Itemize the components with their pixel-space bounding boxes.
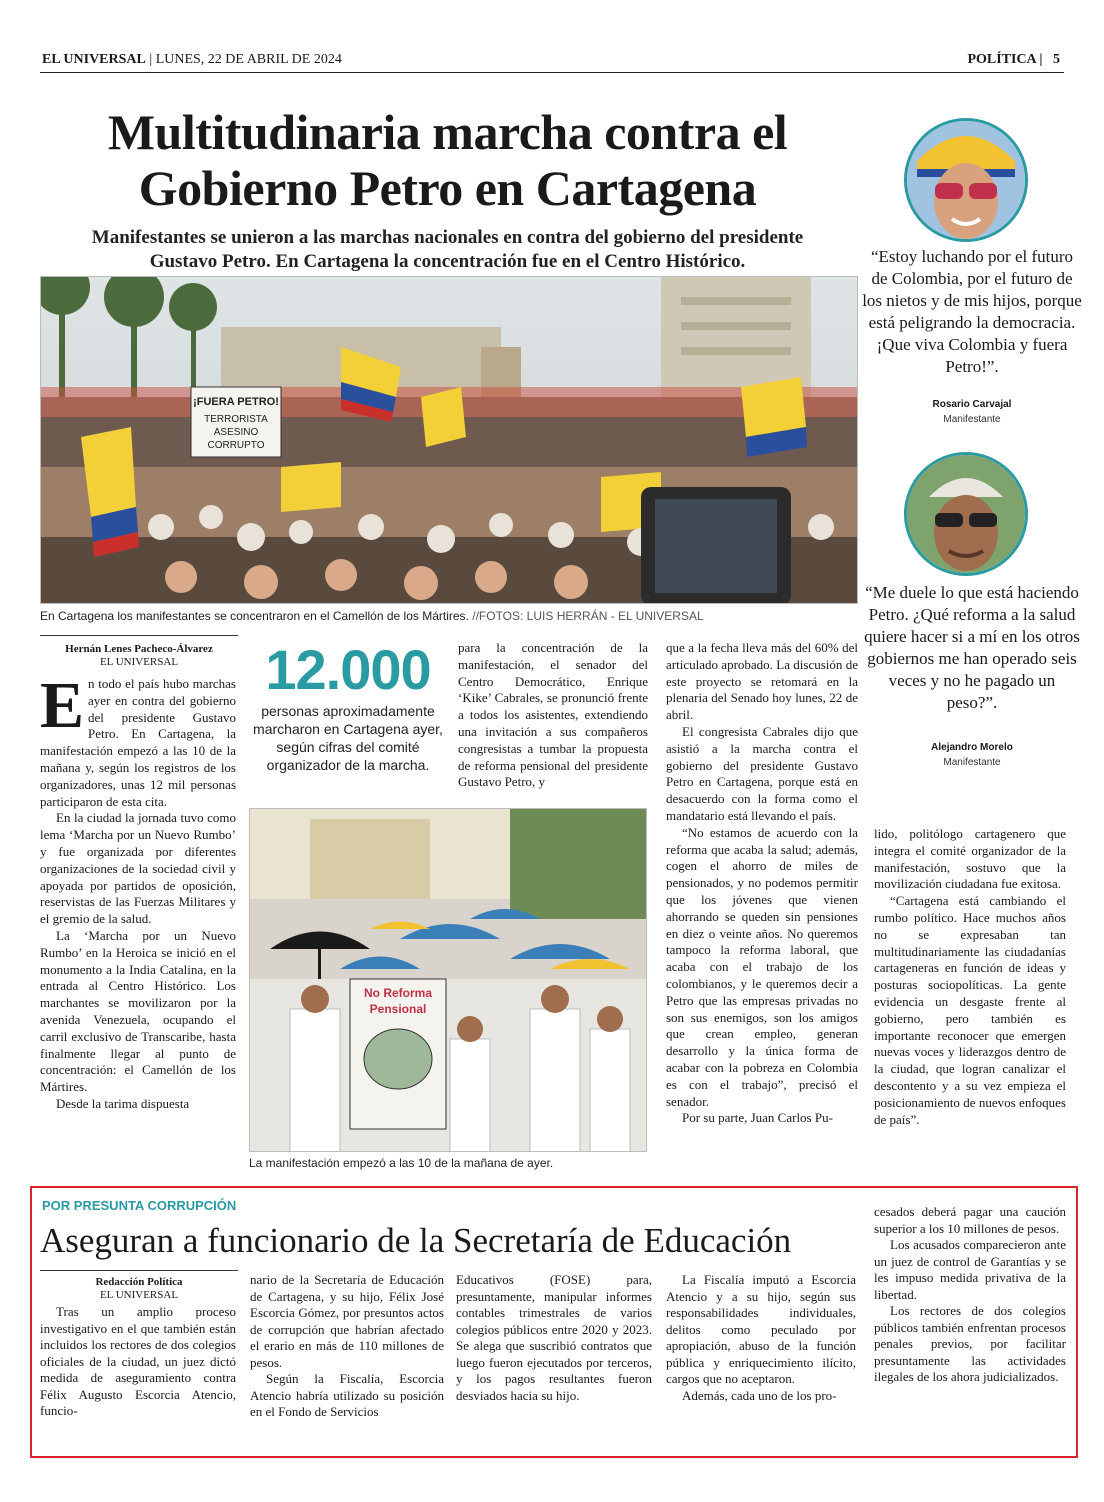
box-byline-name: Redacción Política <box>95 1276 183 1288</box>
paragraph: Los acusados comparecieron ante un juez de control de Garantías y se les impuso medida privativa de la libertad. <box>874 1237 1066 1302</box>
box-headline: Aseguran a funcionario de la Secretaría de Educación <box>40 1221 792 1260</box>
headline: Multitudinaria marcha contra el Gobierno Petro en Cartagena <box>107 104 788 216</box>
paragraph: En todo el país hubo marchas ayer en contra del gobierno del presidente Gustavo Petro. En Cartagena, la manifestación empezó a las 10 de la mañana y, según los registros de los organizadores, unas 12 mil personas participaron de esta cita. <box>40 669 236 809</box>
paragraph: La Fiscalía imputó a Escorcia Atencio y a su hijo, según sus responsabilidades individuales, delitos como peculado por apropiación, abuso de la función pública y enriquecimiento ilícito, cargos que no aceptaron. <box>666 1272 856 1386</box>
quote-name-1: Rosario Carvajal <box>932 399 1012 410</box>
box-byline-rule <box>40 1270 238 1271</box>
paragraph: El congresista Cabrales dijo que asistió a la marcha contra el gobierno del presidente Gustavo Petro en Cartagena, porque está en desacuerdo con la forma como el mandatario está llevando el país. <box>666 723 858 823</box>
box-column-3 <box>456 1272 652 1404</box>
article-column-4 <box>666 640 858 1127</box>
sign-line-1: No Reforma <box>363 986 433 1000</box>
header-rule <box>40 72 1064 73</box>
stat-number: 12.000 <box>265 638 431 701</box>
article-column-1 <box>40 669 236 1113</box>
drop-cap: E <box>40 669 85 742</box>
box-kicker: POR PRESUNTA CORRUPCIÓN <box>42 1198 237 1213</box>
box-column-2 <box>250 1272 444 1421</box>
section-name: POLÍTICA <box>967 52 1036 67</box>
byline-rule <box>40 635 238 636</box>
paragraph: para la concentración de la manifestación, el senador del Centro Democrático, Enrique ‘Kike’ Cabrales, se pronunció frente a todos los asistentes, extendiendo una invitación a sus compañeros congresistas a tumbar la propuesta de reforma pensional del presidente Gustavo Petro, y <box>458 640 648 790</box>
main-photo <box>40 276 858 604</box>
svg-text:CORRUPTO: CORRUPTO <box>207 440 265 451</box>
paragraph: Los rectores de dos colegios públicos también enfrentan procesos penales previos, por facilitar presuntamente las actividades ilegales de los ahora judicializados. <box>874 1303 1066 1384</box>
subheadline: Manifestantes se unieron a las marchas nacionales en contra del gobierno del presidente Gustavo Petro. En Cartagena la concentración fue en el Centro Histórico. <box>91 227 804 272</box>
paragraph: En la ciudad la jornada tuvo como lema ‘Marcha por un Nuevo Rumbo’ y fue organizada por diferentes organizaciones de la sociedad civil y apoyada por partidos de oposición, reservistas de las Fuerzas Militares y el gremio de la salud. <box>40 810 236 927</box>
article-column-3 <box>458 640 648 791</box>
paragraph: Desde la tarima dispuesta <box>56 1095 190 1111</box>
svg-text:ASESINO: ASESINO <box>213 427 259 438</box>
second-photo-caption: La manifestación empezó a las 10 de la mañana de ayer. <box>249 1156 554 1170</box>
box-column-4 <box>666 1272 856 1404</box>
paragraph: Educativos (FOSE) para, presuntamente, manipular informes contables trimestrales de varios colegios públicos entre 2020 y 2023. Se alega que suscribió contratos que luego fueron ejecutados por terceros, y los pagos resultantes fueron desviados hacia su hijo. <box>456 1272 652 1403</box>
quote-text-2: “Me duele lo que está haciendo Petro. ¿Qué reforma a la salud quiere hacer si a mí en los otros gobiernos me han operado seis veces y no he pagado un peso?”. <box>864 583 1080 712</box>
photo-credit: //FOTOS: LUIS HERRÁN - EL UNIVERSAL <box>472 609 704 623</box>
separator: | <box>1039 52 1050 67</box>
page-number: 5 <box>1053 52 1060 67</box>
paragraph: “Cartagena está cambiando el rumbo político. Hace muchos años no se expresaban tan multitudinariamente las ciudadanías cartageneras en función de ideas y posturas sociopolíticas. La gente evidencia un desgaste frente al gobierno, pero también es importante reconocer que emergen nuevas voces y liderazgos dentro de la ciudad, que logran canalizar el descontento y a su vez empieza el posicionamiento de nuevos enfoques de país”. <box>874 893 1066 1127</box>
paragraph: nario de la Secretaría de Educación de Cartagena, y su hijo, Félix José Escorcia Gómez, por presuntos actos de corrupción que habrían afectado el erario en más de 110 millones de pesos. <box>250 1272 444 1370</box>
article-column-5 <box>874 826 1066 1128</box>
masthead <box>42 52 342 68</box>
protest-sign <box>191 387 281 457</box>
reform-sign <box>350 979 446 1129</box>
paragraph: Además, cada uno de los pro- <box>682 1387 837 1403</box>
box-column-1 <box>40 1304 236 1420</box>
quote-portrait-2 <box>904 452 1028 576</box>
paragraph: Tras un amplio proceso investigativo en el que también están incluidos los rectores de dos colegios oficiales de la ciudad, un juez dictó medida de aseguramiento contra Félix Augusto Escorcia Atencio, funcio- <box>40 1304 236 1418</box>
paragraph: “No estamos de acuerdo con la reforma que acaba la salud; además, cogen el ahorro de miles de pensionados, y no podemos permitir que los jóvenes que vienen ahorrando se queden sin pensiones en diez o veinte años. No queremos tampoco la reforma laboral, que acaba con el trabajo de los colombianos, y le queremos decir a Petro que las empresas privadas no son sus enemigos, son los amigos que crean empleo, generan desarrollo y la única forma de acabar con la pobreza en Colombia es con el trabajo”, precisó el senador. <box>666 824 858 1109</box>
issue-date: LUNES, 22 DE ABRIL DE 2024 <box>155 52 342 67</box>
box-byline <box>40 1276 238 1302</box>
quote-text-1: “Estoy luchando por el futuro de Colombia, por el futuro de los nietos y de mis hijos, porque está peligrando la democracia. ¡Que viva Colombia y fuera Petro!”. <box>862 247 1082 376</box>
paper-name: EL UNIVERSAL <box>42 52 146 67</box>
svg-text:¡FUERA PETRO!: ¡FUERA PETRO! <box>193 396 279 408</box>
svg-text:TERRORISTA: TERRORISTA <box>204 414 268 425</box>
quote-role-2: Manifestante <box>943 757 1001 768</box>
section-header <box>967 52 1060 68</box>
quote-name-2: Alejandro Morelo <box>931 742 1013 753</box>
byline-outlet: EL UNIVERSAL <box>99 656 179 668</box>
byline-name: Hernán Lenes Pacheco-Álvarez <box>65 643 213 655</box>
paragraph: lido, politólogo cartagenero que integra el comité organizador de la manifestación, sostuvo que la movilización ciudadana fue exitosa. <box>874 826 1066 892</box>
paragraph: Por su parte, Juan Carlos Pu- <box>682 1110 833 1126</box>
quote-role-1: Manifestante <box>943 414 1001 425</box>
sign-line-2: Pensional <box>369 1002 427 1016</box>
crowd-illustration <box>41 277 858 604</box>
paragraph: Según la Fiscalía, Escorcia Atencio habría utilizado su posición en el Fondo de Servicios <box>250 1371 444 1419</box>
main-photo-caption <box>40 609 704 623</box>
byline <box>40 643 238 669</box>
box-byline-outlet: EL UNIVERSAL <box>99 1289 179 1301</box>
quote-portrait-1 <box>904 118 1028 242</box>
paragraph: La ‘Marcha por un Nuevo Rumbo’ en la Heroica se inició en el monumento a la India Catalina, en la entrada al Centro Histórico. Los marchantes se movilizaron por la avenida Venezuela, ocupando el carril exclusivo de Transcaribe, hasta finalmente llegar al punto de concentración: el Camellón de los Mártires. <box>40 927 236 1095</box>
second-photo <box>249 808 647 1152</box>
caption-text: En Cartagena los manifestantes se concentraron en el Camellón de los Mártires. <box>40 609 469 623</box>
paragraph: que a la fecha lleva más del 60% del articulado aprobado. La discusión de este proyecto se retomará en la plenaria del Senado hoy lunes, 22 de abril. <box>666 640 858 723</box>
stat-description: personas aproximadamente marcharon en Cartagena ayer, según cifras del comité organizador de la marcha. <box>253 703 443 773</box>
paragraph: cesados deberá pagar una caución superior a los 10 millones de pesos. <box>874 1204 1066 1236</box>
march-illustration <box>250 809 647 1152</box>
separator: | <box>149 52 156 67</box>
box-column-5 <box>874 1204 1066 1386</box>
